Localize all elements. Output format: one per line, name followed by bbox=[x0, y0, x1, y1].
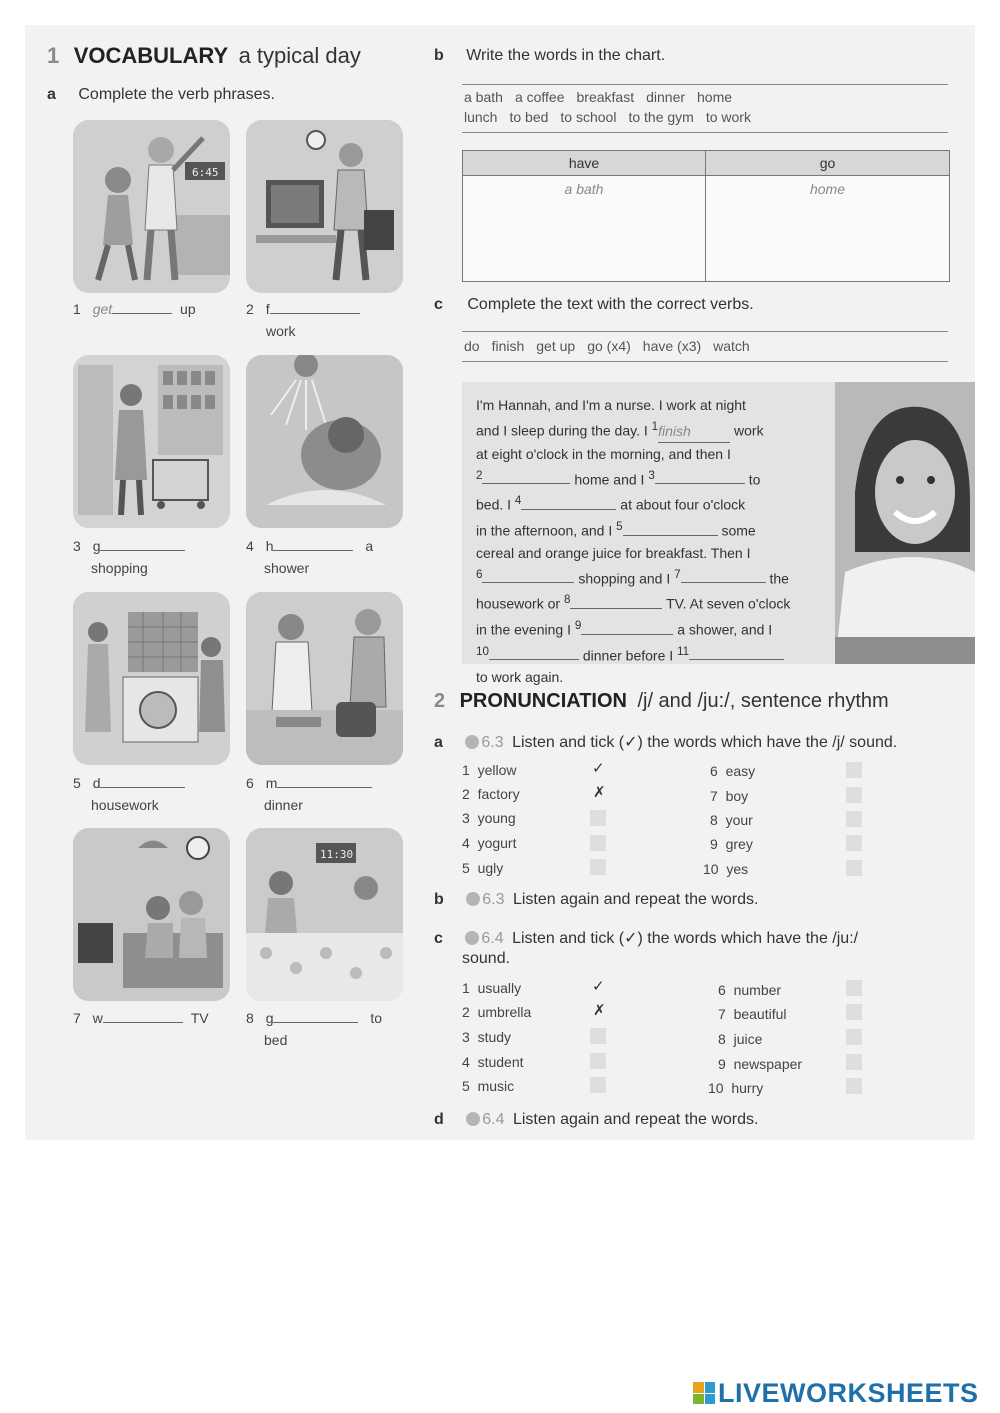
exercise-1b-header: b Write the words in the chart. bbox=[434, 47, 666, 64]
answer-blank-c2[interactable] bbox=[482, 469, 570, 484]
answer-blank-6[interactable] bbox=[277, 773, 372, 788]
column-header-have: have bbox=[463, 151, 705, 176]
picture-do-housework bbox=[73, 592, 230, 765]
tick-box[interactable] bbox=[846, 1029, 862, 1045]
caption-1: 1 get up bbox=[73, 301, 196, 317]
tick-box[interactable] bbox=[846, 860, 862, 876]
tick-box[interactable] bbox=[846, 980, 862, 996]
picture-have-shower bbox=[246, 355, 403, 528]
divider bbox=[462, 84, 948, 85]
word-row: 9 newspaper bbox=[718, 1056, 803, 1072]
word-row: 9 grey bbox=[710, 836, 753, 852]
word-row: 4 student bbox=[462, 1054, 524, 1070]
wordbank-1b-row1: a bath a coffee breakfast dinner home bbox=[464, 89, 733, 105]
answer-blank-1[interactable] bbox=[112, 299, 172, 314]
word-row: 8 your bbox=[710, 812, 753, 828]
tick-mark: ✓ bbox=[592, 978, 605, 995]
answer-blank-c4[interactable] bbox=[521, 495, 616, 510]
word-row: 5 music bbox=[462, 1078, 515, 1094]
answer-blank-c3[interactable] bbox=[655, 469, 745, 484]
liveworksheets-logo bbox=[693, 1377, 979, 1409]
word-row: 7 boy bbox=[710, 788, 749, 804]
word-row: 6 number bbox=[718, 982, 782, 998]
picture-finish-work bbox=[246, 120, 403, 293]
divider bbox=[462, 132, 948, 133]
section2-header bbox=[434, 690, 889, 713]
answer-blank-4[interactable] bbox=[273, 536, 353, 551]
caption-4: 4 h a shower bbox=[246, 538, 374, 576]
caption-6: 6 m dinner bbox=[246, 772, 406, 816]
tick-box[interactable] bbox=[590, 1053, 606, 1069]
answer-blank-2[interactable] bbox=[270, 299, 360, 314]
audio-icon[interactable] bbox=[465, 931, 479, 945]
column-header-go: go bbox=[706, 151, 949, 176]
tick-box[interactable] bbox=[846, 811, 862, 827]
audio-icon[interactable] bbox=[466, 892, 480, 906]
section1-number: 1 bbox=[47, 43, 60, 68]
nurse-photo bbox=[835, 382, 975, 664]
exercise-letter: a bbox=[47, 86, 56, 103]
answer-blank-5[interactable] bbox=[100, 773, 185, 788]
word-row: 3 young bbox=[462, 810, 516, 826]
tick-box[interactable] bbox=[846, 1054, 862, 1070]
have-example: a bath bbox=[564, 181, 604, 197]
caption-2: 2 f work bbox=[246, 298, 406, 342]
wordbank-1b-row2: lunch to bed to school to the gym to work bbox=[464, 109, 751, 125]
word-row: 10 hurry bbox=[708, 1080, 764, 1096]
tick-box[interactable] bbox=[590, 1077, 606, 1093]
word-row: 8 juice bbox=[718, 1031, 763, 1047]
answer-blank-3[interactable] bbox=[100, 536, 185, 551]
cross-mark: ✗ bbox=[593, 1002, 606, 1019]
alarm-clock-time: 6:45 bbox=[192, 166, 219, 179]
exercise-2b-header: b 6.3 Listen again and repeat the words. bbox=[434, 891, 759, 908]
answer-blank-8[interactable] bbox=[273, 1008, 358, 1023]
picture-get-up bbox=[73, 120, 230, 293]
caption-5: 5 d housework bbox=[73, 772, 233, 816]
section1-subtitle: a typical day bbox=[238, 43, 361, 68]
word-row: 3 study bbox=[462, 1029, 512, 1045]
word-row: 4 yogurt bbox=[462, 835, 517, 851]
exercise-instruction: Complete the verb phrases. bbox=[78, 86, 275, 103]
wordbank-1c: do finish get up go (x4) have (x3) watch bbox=[464, 338, 750, 354]
answer-blank-c10[interactable] bbox=[489, 645, 579, 660]
word-row: 1 yellow bbox=[462, 762, 517, 778]
audio-icon[interactable] bbox=[465, 735, 479, 749]
liveworksheets-icon bbox=[693, 1382, 715, 1404]
tick-box[interactable] bbox=[590, 810, 606, 826]
tick-box[interactable] bbox=[846, 835, 862, 851]
have-go-chart bbox=[462, 150, 950, 282]
answer-blank-c8[interactable] bbox=[570, 594, 662, 609]
answer-blank-c9[interactable] bbox=[581, 620, 673, 635]
answer-blank-7[interactable] bbox=[103, 1008, 183, 1023]
word-row: 1 usually bbox=[462, 980, 522, 996]
caption-7: 7 w TV bbox=[73, 1010, 209, 1026]
bedside-clock-time: 11:30 bbox=[320, 848, 354, 861]
exercise-1a-header bbox=[47, 86, 275, 104]
caption-8: 8 g to bed bbox=[246, 1010, 383, 1048]
tick-box[interactable] bbox=[590, 1028, 606, 1044]
picture-make-dinner bbox=[246, 592, 403, 765]
go-example: home bbox=[809, 181, 846, 197]
cross-mark: ✗ bbox=[593, 784, 606, 801]
word-row: 5 ugly bbox=[462, 860, 504, 876]
answer-blank-c11[interactable] bbox=[689, 645, 784, 660]
section2-subtitle: /j/ and /ju:/, sentence rhythm bbox=[637, 690, 889, 712]
picture-go-shopping bbox=[73, 355, 230, 528]
section2-number: 2 bbox=[434, 690, 446, 712]
answer-blank-c5[interactable] bbox=[623, 521, 718, 536]
answer-blank-c1[interactable]: finish bbox=[658, 420, 730, 443]
tick-box[interactable] bbox=[846, 1078, 862, 1094]
section1-title: VOCABULARY bbox=[73, 43, 229, 68]
divider bbox=[462, 331, 948, 332]
tick-box[interactable] bbox=[590, 859, 606, 875]
tick-box[interactable] bbox=[590, 835, 606, 851]
exercise-2d-header: d 6.4 Listen again and repeat the words. bbox=[434, 1111, 759, 1128]
exercise-2c-header: c 6.4 Listen and tick (✓) the words which have the /ju:/ sound. bbox=[434, 930, 859, 967]
picture-watch-tv bbox=[73, 828, 230, 1001]
hannah-text: I'm Hannah, and I'm a nurse. I work at night and I sleep during the day. I $^1$finish work at eight o'clock in the morning, and then I $^2$ home and I $^3$ to bed. I $^4$ at about four o'clock in the afternoon, and I $^5$ some cereal and orange juice for breakfast. Then I $^6$ shopping and I $^7$ the housework or $^8$ TV. At seven o'clock in the evening I $^9$ a shower, and I $^{10}$ dinner before I $^{11}$ to work again. bbox=[462, 382, 838, 664]
tick-box[interactable] bbox=[846, 762, 862, 778]
section1-header bbox=[47, 43, 361, 69]
exercise-2a-header: a 6.3 Listen and tick (✓) the words which have the /j/ sound. bbox=[434, 734, 898, 751]
exercise-1c-header: c Complete the text with the correct verbs. bbox=[434, 296, 754, 313]
divider bbox=[462, 361, 948, 362]
word-row: 10 yes bbox=[703, 861, 749, 877]
picture-go-to-bed bbox=[246, 828, 403, 1001]
word-row: 6 easy bbox=[710, 763, 756, 779]
brand-name: LIVEWORKSHEETS bbox=[718, 1377, 979, 1408]
tick-box[interactable] bbox=[846, 787, 862, 803]
audio-icon[interactable] bbox=[466, 1112, 480, 1126]
word-row: 2 factory bbox=[462, 786, 520, 802]
word-row: 2 umbrella bbox=[462, 1004, 532, 1020]
section2-title: PRONUNCIATION bbox=[459, 690, 627, 712]
answer-blank-c7[interactable] bbox=[681, 568, 766, 583]
tick-box[interactable] bbox=[846, 1004, 862, 1020]
caption-3: 3 g shopping bbox=[73, 535, 233, 579]
word-row: 7 beautiful bbox=[718, 1006, 787, 1022]
answer-blank-c6[interactable] bbox=[482, 568, 574, 583]
tick-mark: ✓ bbox=[592, 760, 605, 777]
